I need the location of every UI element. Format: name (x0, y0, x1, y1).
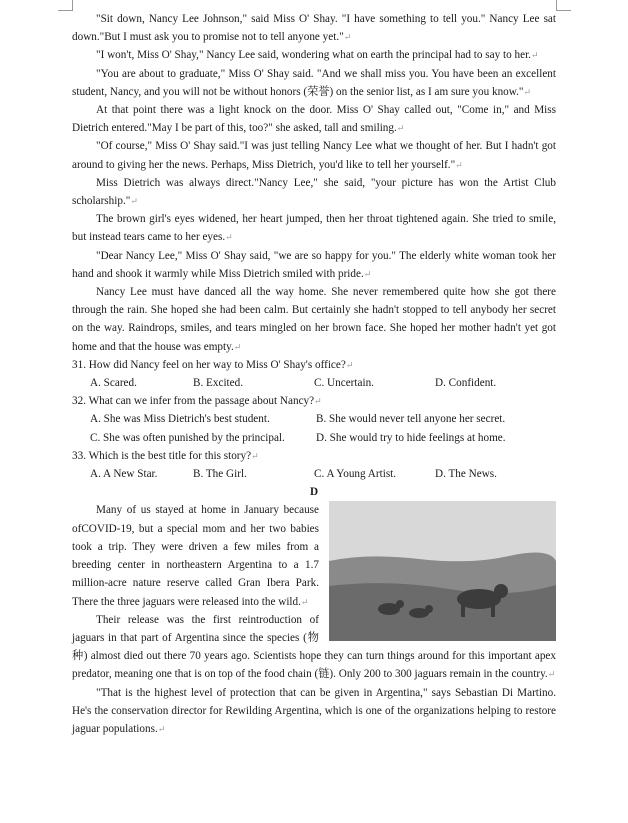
paragraph-mark: ↵ (345, 359, 354, 370)
question-33-options (72, 465, 556, 483)
question-32-options-row-2 (72, 429, 556, 447)
question-32-option-b[interactable]: B. She would never tell anyone her secret. (316, 413, 506, 426)
passage-c-paragraph-2: "I won't, Miss O' Shay," Nancy Lee said, wondering what on earth the principal had to say to her.↵ (96, 49, 539, 62)
passage-c-paragraph-6: Miss Dietrich was always direct."Nancy Lee," she said, "your picture has won the Artist Club scholarship."↵ (72, 176, 556, 208)
cub-jaguar-head (396, 600, 404, 608)
question-31-options (72, 374, 556, 392)
question-31-option-b[interactable]: B. Excited. (193, 377, 244, 390)
paragraph-mark: ↵ (343, 32, 352, 43)
question-31-option-d[interactable]: D. Confident. (435, 377, 497, 390)
paragraph-mark: ↵ (547, 669, 556, 680)
paragraph-mark: ↵ (314, 396, 322, 407)
question-31-stem: 31. How did Nancy feel on her way to Miss O' Shay's office?↵ (72, 358, 354, 371)
question-33-option-d[interactable]: D. The News. (435, 468, 497, 481)
passage-c-paragraph-5: "Of course," Miss O' Shay said."I was just telling Nancy Lee what we thought of her. But I hadn't got around to giving her the news. Perhaps, Miss Dietrich, you'd like to tell her yourself."↵ (72, 140, 556, 171)
question-32-stem: 32. What can we infer from the passage about Nancy?↵ (72, 395, 322, 408)
corner-crop-mark-right (556, 0, 571, 11)
question-32-option-a[interactable]: A. She was Miss Dietrich's best student. (90, 413, 270, 426)
paragraph-mark: ↵ (396, 123, 405, 134)
question-33-option-a[interactable]: A. A New Star. (90, 468, 158, 481)
jaguars-photo-icon (329, 501, 556, 641)
question-33-option-b[interactable]: B. The Girl. (193, 468, 247, 481)
jaguars-photo (329, 501, 556, 641)
passage-c-paragraph-1: "Sit down, Nancy Lee Johnson," said Miss O' Shay. "I have something to tell you." Nancy Lee sat down."But I must ask you to promise not to tell anyone yet."↵ (72, 13, 556, 44)
question-33-option-c[interactable]: C. A Young Artist. (314, 468, 397, 481)
paragraph-mark: ↵ (233, 341, 242, 352)
question-32-options-row-1 (72, 410, 556, 428)
passage-c-paragraph-8: "Dear Nancy Lee," Miss O' Shay said, "we are so happy for you." The elderly white woman took her hand and shook it warmly while Miss Dietrich smiled with pride.↵ (72, 249, 556, 280)
passage-d-paragraph-2: Their release was the first reintroduction of jaguars in that part of Argentina since the species (物种) almost died out there 70 years ago. Scientists hope they can turn things around for this important apex predator, meaning one that is on top of the food chain (链). Only 200 to 300 jaguars remain in the country.↵ (72, 613, 556, 681)
paragraph-mark: ↵ (251, 450, 259, 461)
question-33-stem: 33. Which is the best title for this story?↵ (72, 449, 259, 462)
cub-jaguar-head (425, 605, 433, 613)
question-32-option-c[interactable]: C. She was often punished by the principal. (90, 431, 285, 444)
paragraph-mark: ↵ (157, 723, 166, 734)
paragraph-mark: ↵ (300, 596, 309, 607)
adult-jaguar-leg (491, 603, 495, 617)
sky (329, 501, 556, 561)
passage-c-paragraph-7: The brown girl's eyes widened, her heart jumped, then her throat tightened again. She tried to smile, but instead tears came to her eyes.↵ (72, 213, 556, 244)
passage-d-paragraph-3: "That is the highest level of protection that can be given in Argentina," says Sebastian Di Martino. He's the conservation director for Rewilding Argentina, which is one of the organizations helping to restore jaguar populations.↵ (72, 686, 556, 735)
document-page (72, 10, 556, 738)
paragraph-mark: ↵ (530, 50, 539, 61)
adult-jaguar-head (494, 584, 508, 598)
paragraph-mark: ↵ (130, 196, 138, 207)
paragraph-mark: ↵ (225, 232, 233, 243)
paragraph-mark: ↵ (455, 159, 463, 170)
question-31-option-a[interactable]: A. Scared. (90, 377, 137, 390)
question-31-option-c[interactable]: C. Uncertain. (314, 377, 374, 390)
adult-jaguar-leg (461, 603, 465, 617)
corner-crop-mark-left (58, 0, 73, 11)
passage-c-paragraph-3: "You are about to graduate," Miss O' Shay said. "And we shall miss you. You have been an excellent student, Nancy, and you will not be without honors (荣誉) on the senior list, as I am sure you know."↵ (72, 67, 556, 98)
question-32-option-d[interactable]: D. She would try to hide feelings at home. (316, 431, 506, 444)
passage-c-paragraph-9: Nancy Lee must have danced all the way home. She never remembered quite how she got there through the rain. She hoped she had been calm. But certainly she hadn't stopped to tell anybody her secret on the way. Raindrops, smiles, and tears mingled on her brown face. She hoped her mother hadn't yet got home and that the house was empty.↵ (72, 286, 556, 353)
section-heading-d: D (309, 486, 319, 499)
passage-d-paragraph-1: Many of us stayed at home in January because ofCOVID-19, but a special mom and her two babies took a trip. They were driven a few miles from a breeding center in northeastern Argentina to a 1.7 million-acre nature reserve called Gran Ibera Park. There the three jaguars were released into the wild.↵ (72, 504, 319, 608)
paragraph-mark: ↵ (523, 86, 532, 97)
paragraph-mark: ↵ (363, 268, 372, 279)
passage-c-paragraph-4: At that point there was a light knock on the door. Miss O' Shay called out, "Come in," and Miss Dietrich entered."May I be part of this, too?" she asked, tall and smiling.↵ (72, 104, 556, 135)
